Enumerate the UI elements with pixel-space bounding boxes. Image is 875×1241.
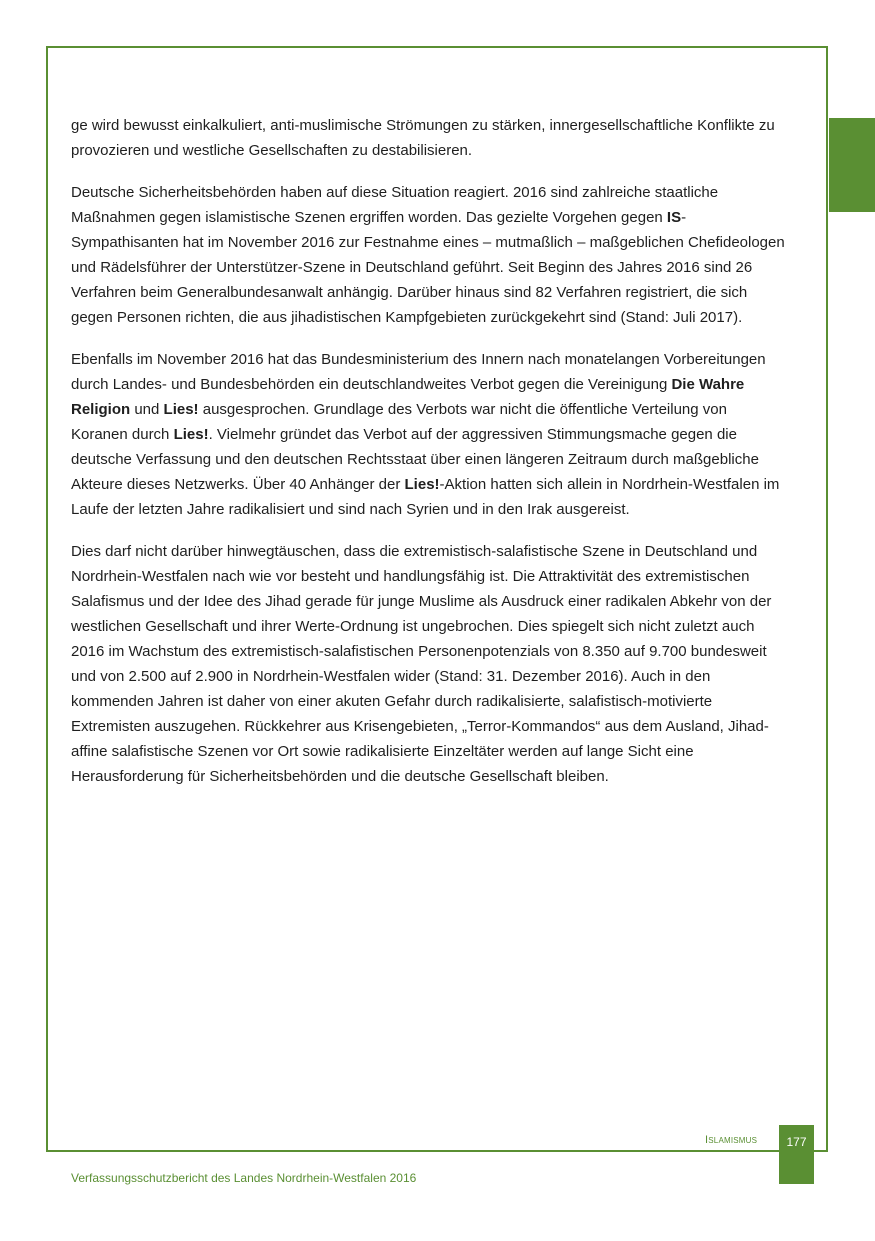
bold-term: Lies! <box>404 476 440 493</box>
text-run: ge wird bewusst einkalkuliert, anti-muslimische Strömungen zu stärken, innergesellschaftliche Konflikte zu provozieren und westliche Gesellschaften zu destabilisieren. <box>71 117 775 159</box>
body-text <box>71 113 787 806</box>
section-label: Islamismus <box>705 1134 758 1146</box>
text-run: ausgesprochen. Grundlage des Verbots war nicht die öffentliche Verteilung von Koranen durch <box>71 401 727 443</box>
text-run: Deutsche Sicherheitsbehörden haben auf diese Situation reagiert. 2016 sind zahlreiche staatliche Maßnahmen gegen islamistische Szenen ergriffen worden. Das gezielte Vorgehen gegen <box>71 184 719 226</box>
text-run: und <box>130 401 164 418</box>
paragraph <box>71 113 787 163</box>
bold-term: Lies! <box>163 401 199 418</box>
paragraph <box>71 180 787 330</box>
chapter-tab-marker <box>829 118 875 212</box>
text-run: Dies darf nicht darüber hinwegtäuschen, dass die extremistisch-salafistische Szene in Deutschland und Nordrhein-Westfalen nach wie vor besteht und handlungsfähig ist. Die Attraktivität des extremistischen Salafismus und der Idee des Jihad gerade für junge Muslime als Ausdruck einer radikalen Abkehr von der westlichen Gesellschaft und ihrer Werte-Ordnung ist ungebrochen. Dies spiegelt sich nicht zuletzt auch 2016 im Wachstum des extremistisch-salafistischen Personenpotenzials von 8.350 auf 9.700 bundesweit und von 2.500 auf 2.900 in Nordrhein-Westfalen wider (Stand: 31. Dezember 2016). Auch in den kommenden Jahren ist daher von einer akuten Gefahr durch radikalisierte, salafistisch-motivierte Extremisten auszugehen. Rückkehrer aus Krisengebieten, „Terror-Kommandos“ aus dem Ausland, Jihad-affine salafistische Szenen vor Ort sowie radikalisierte Einzeltäter werden auf lange Sicht eine Herausforderung für Sicherheitsbehörden und die deutsche Gesellschaft bleiben. <box>71 543 772 785</box>
bold-term: Lies! <box>173 426 209 443</box>
text-run: -Sympathisanten hat im November 2016 zur Festnahme eines – mutmaßlich – maßgeblichen Chefideologen und Rädelsführer der Unterstützer-Szene in Deutschland geführt. Seit Beginn des Jahres 2016 sind 26 Verfahren beim Generalbundesanwalt anhängig. Darüber hinaus sind 82 Verfahren registriert, die sich gegen Personen richten, die aus jihadistischen Kampfgebieten zurückgekehrt sind (Stand: Juli 2017). <box>71 209 785 326</box>
text-run: Ebenfalls im November 2016 hat das Bundesministerium des Innern nach monatelangen Vorbereitungen durch Landes- und Bundesbehörden ein deutschlandweites Verbot gegen die Vereinigung <box>71 351 766 393</box>
bold-term: IS <box>666 209 682 226</box>
text-run: -Aktion hatten sich allein in Nordrhein-Westfalen im Laufe der letzten Jahre radikalisiert und sind nach Syrien und in den Irak ausgereist. <box>71 476 780 518</box>
paragraph <box>71 539 787 789</box>
publication-title: Verfassungsschutzbericht des Landes Nordrhein-Westfalen 2016 <box>71 1171 417 1185</box>
text-run: . Vielmehr gründet das Verbot auf der aggressiven Stimmungsmache gegen die deutsche Verfassung und den deutschen Rechtsstaat über einen längeren Zeitraum durch maßgebliche Akteure dieses Netzwerks. Über 40 Anhänger der <box>71 426 759 493</box>
bold-term: Die Wahre Religion <box>71 376 745 418</box>
paragraph <box>71 347 787 522</box>
page-number: 177 <box>779 1125 814 1184</box>
